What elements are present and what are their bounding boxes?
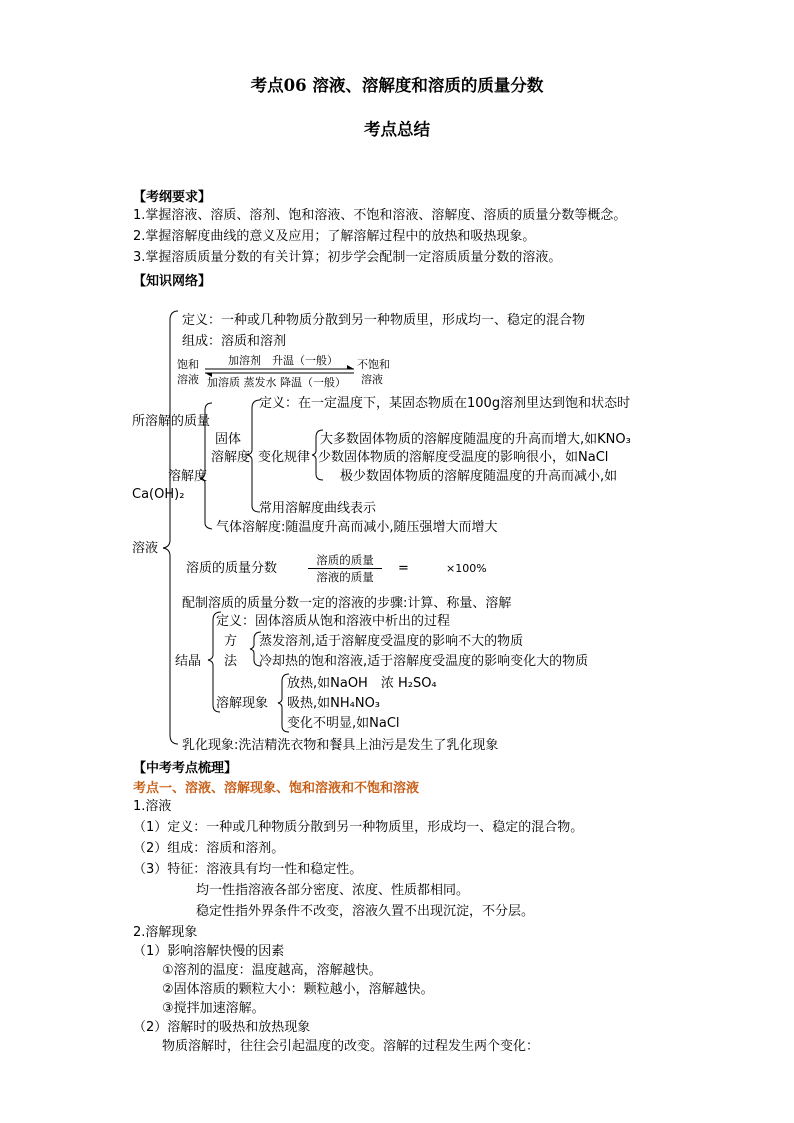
section-2-2a: 物质溶解时，往往会引起温度的改变。溶解的过程发生两个变化： — [162, 1039, 540, 1054]
forward-arrowhead — [347, 365, 354, 369]
section-2-1: （1）影响溶解快慢的因素 — [133, 944, 285, 959]
section-1-2: （2）组成：溶质和溶剂。 — [133, 841, 285, 856]
solubility-curve: 常用溶解度曲线表示 — [259, 501, 377, 516]
section-1-3: （3）特征：溶液具有均一性和稳定性。 — [133, 862, 363, 877]
review-heading: 【中考考点梳理】 — [133, 761, 238, 776]
section-1-1: （1）定义：一种或几种物质分散到另一种物质里，形成均一、稳定的混合物。 — [133, 820, 584, 835]
formula-equals: = — [398, 561, 409, 576]
syllabus-item-2: 2.掌握溶解度曲线的意义及应用；了解溶解过程中的放热和吸热现象。 — [133, 229, 536, 244]
formula-times: ×100% — [446, 562, 487, 575]
rule-1: 大多数固体物质的溶解度随温度的升高而增大,如KNO₃ — [320, 432, 631, 447]
solid-label: 固体 — [215, 432, 242, 447]
method-a: 蒸发溶剂,适于溶解度受温度的影响不大的物质 — [259, 634, 524, 649]
section-2-1c: ③搅拌加速溶解。 — [162, 1001, 265, 1016]
rule-3: 极少数固体物质的溶解度随温度的升高而减小,如 — [340, 469, 618, 484]
saturated-label-2: 溶液 — [177, 373, 199, 386]
backward-arrow-label: 加溶质 蒸发水 降温（一般） — [207, 376, 346, 389]
mass-fraction-formula — [308, 553, 382, 584]
section-1-3a: 均一性指溶液各部分密度、浓度、性质都相同。 — [196, 883, 470, 898]
section-2: 2.溶解现象 — [133, 925, 198, 940]
network-definition: 定义：一种或几种物质分散到另一种物质里，形成均一、稳定的混合物 — [182, 313, 586, 328]
method-label-2: 法 — [224, 654, 238, 669]
saturated-label: 饱和 — [177, 358, 199, 371]
solubility-label: 溶解度 — [168, 469, 208, 484]
page-subtitle: 考点总结 — [364, 120, 430, 139]
point-1-heading: 考点一、溶液、溶解现象、饱和溶液和不饱和溶液 — [133, 781, 420, 796]
crystallization-label: 结晶 — [175, 654, 202, 669]
section-1-3b: 稳定性指外界条件不改变，溶液久置不出现沉淀，不分层。 — [196, 904, 535, 919]
rule-label: 变化规律 — [258, 450, 311, 465]
page-title: 考点06 溶液、溶解度和溶质的质量分数 — [250, 76, 544, 95]
exo-example: 放热,如NaOH 浓 H₂SO₄ — [287, 676, 437, 691]
crystallization-definition: 定义：固体溶质从饱和溶液中析出的过程 — [216, 614, 451, 629]
solubility-definition-cont: 所溶解的质量 — [132, 414, 211, 429]
fraction-bar — [308, 568, 382, 569]
syllabus-item-3: 3.掌握溶质质量分数的有关计算；初步学会配制一定溶质质量分数的溶液。 — [133, 250, 562, 265]
section-2-1b: ②固体溶质的颗粒大小：颗粒越小，溶解越快。 — [162, 982, 434, 997]
endo-example: 吸热,如NH₄NO₃ — [287, 696, 381, 711]
fraction-denominator: 溶液的质量 — [316, 570, 374, 584]
method-b: 冷却热的饱和溶液,适于溶解度受温度的影响变化大的物质 — [259, 654, 589, 669]
root-bracket — [163, 311, 178, 744]
section-1: 1.溶液 — [133, 799, 172, 814]
section-2-1a: ①溶剂的温度：温度越高，溶解越快。 — [162, 963, 382, 978]
solubility-definition: 定义：在一定温度下，某固态物质在100g溶剂里达到饱和状态时 — [259, 396, 631, 411]
unsaturated-label-2: 溶液 — [361, 373, 383, 386]
root-label: 溶液 — [132, 541, 159, 556]
unsaturated-label: 不饱和 — [357, 358, 390, 371]
syllabus-heading: 【考纲要求】 — [133, 190, 212, 205]
network-composition: 组成：溶质和溶剂 — [182, 334, 287, 349]
gas-solubility: 气体溶解度:随温度升高而减小,随压强增大而增大 — [216, 520, 498, 535]
syllabus-item-1: 1.掌握溶液、溶质、溶剂、饱和溶液、不饱和溶液、溶解度、溶质的质量分数等概念。 — [133, 208, 627, 223]
network-heading: 【知识网络】 — [133, 274, 212, 289]
forward-arrow-label: 加溶剂 升温（一般） — [228, 354, 338, 367]
dissolution-label: 溶解现象 — [216, 696, 269, 711]
fraction-numerator: 溶质的质量 — [316, 553, 374, 567]
solid-label-2: 溶解度 — [211, 450, 251, 465]
section-2-2: （2）溶解时的吸热和放热现象 — [133, 1020, 311, 1035]
none-example: 变化不明显,如NaCl — [287, 716, 400, 731]
mass-fraction-label: 溶质的质量分数 — [186, 561, 278, 576]
rule-3-cont: Ca(OH)₂ — [132, 487, 185, 502]
emulsion: 乳化现象:洗洁精洗衣物和餐具上油污是发生了乳化现象 — [182, 738, 499, 753]
method-label: 方 — [224, 634, 238, 649]
rule-2: 少数固体物质的溶解度受温度的影响很小，如NaCl — [318, 450, 609, 465]
preparation-steps: 配制溶质的质量分数一定的溶液的步骤:计算、称量、溶解 — [182, 596, 512, 611]
